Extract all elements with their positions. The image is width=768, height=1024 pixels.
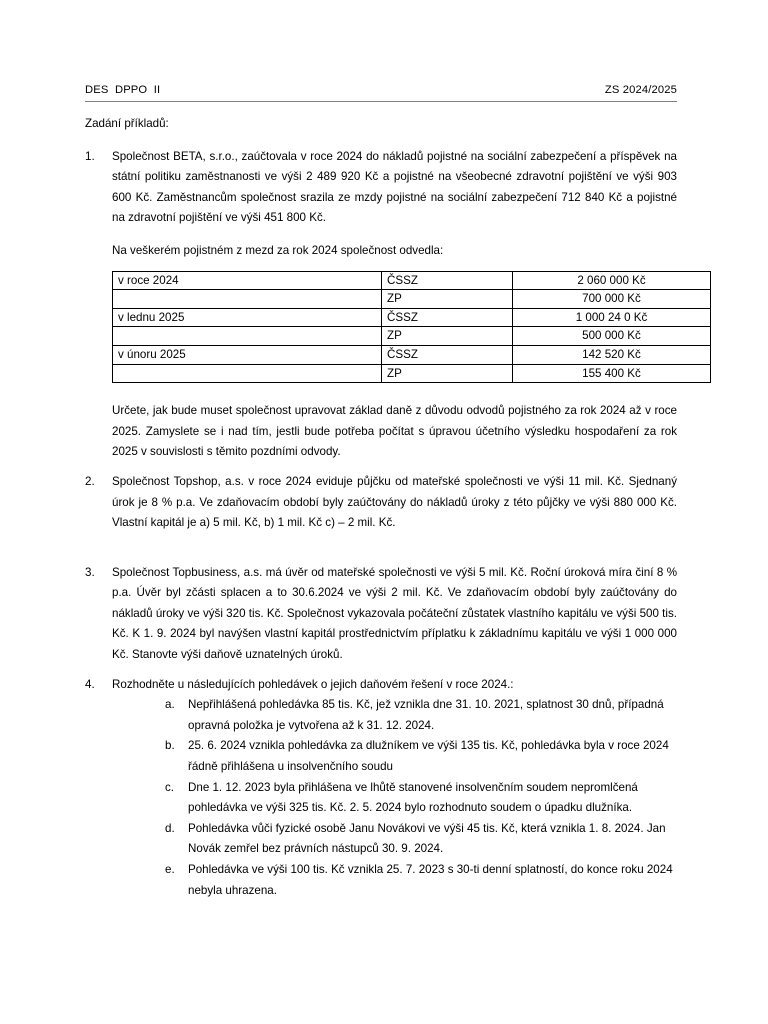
- cell-period: [113, 327, 382, 346]
- exercise-1-lead-in: Na veškerém pojistném z mezd za rok 2024 společnost odvedla:: [112, 243, 444, 257]
- document-header: [85, 84, 677, 102]
- cell-institution: ZP: [382, 290, 513, 309]
- subitem-text: Dne 1. 12. 2023 byla přihlášena ve lhůtě stanovené insolvenčním soudem nepromlčená pohledávka ve výši 325 tis. Kč. 2. 5. 2024 bylo rozhodnuto soudem o úpadku dlužníka.: [188, 780, 638, 815]
- cell-amount: 155 400 Kč: [513, 364, 711, 383]
- subitem-letter: d.: [165, 821, 175, 835]
- header-semester: ZS 2024/2025: [604, 84, 677, 96]
- cell-period: [113, 290, 382, 309]
- cell-period: [113, 364, 382, 383]
- exercise-4-subitems: [165, 695, 677, 901]
- cell-institution: ČSSZ: [382, 271, 513, 290]
- subitem-letter: c.: [165, 780, 175, 794]
- cell-amount: 2 060 000 Kč: [513, 271, 711, 290]
- cell-institution: ČSSZ: [382, 345, 513, 364]
- cell-period: v únoru 2025: [113, 345, 382, 364]
- cell-amount: 700 000 Kč: [513, 290, 711, 309]
- exercise-item-4: [85, 675, 677, 696]
- exercise-item-3: [85, 563, 677, 666]
- exercise-text: Společnost Topshop, a.s. v roce 2024 eviduje půjčku od mateřské společnosti ve výši 11 mil. Kč. Sjednaný úrok je 8 % p.a. Ve zdaňovacím období byly zaúčtovány do nákladů úroky z této půjčky ve výši 880 000 Kč. Vlastní kapitál je a) 5 mil. Kč, b) 1 mil. Kč c) – 2 mil. Kč.: [112, 474, 677, 530]
- table-row: [113, 271, 711, 290]
- cell-period: v roce 2024: [113, 271, 382, 290]
- assignment-intro: Zadání příkladů:: [85, 117, 169, 130]
- exercise-item-1: [85, 147, 677, 229]
- table-row: [113, 345, 711, 364]
- subitem-letter: b.: [165, 739, 175, 753]
- exercise-number: 2.: [85, 474, 95, 488]
- list-item: [165, 819, 677, 860]
- exercise-number: 3.: [85, 565, 95, 579]
- table-row: [113, 327, 711, 346]
- subitem-text: Nepřihlášená pohledávka 85 tis. Kč, jež vznikla dne 31. 10. 2021, splatnost 30 dnů, případná opravná položka je vytvořena až k 31. 12. 2024.: [188, 698, 664, 732]
- table-row: [113, 364, 711, 383]
- exercise-number: 4.: [85, 677, 95, 691]
- subitem-text: 25. 6. 2024 vznikla pohledávka za dlužníkem ve výši 135 tis. Kč, pohledávka byla v roce 2024 řádně přihlášena u insolvenčního soudu: [188, 739, 669, 774]
- odvody-table-wrapper: [112, 271, 677, 384]
- subitem-text: Pohledávka ve výši 100 tis. Kč vznikla 25. 7. 2023 s 30-ti denní splatností, do konce roku 2024 nebyla uhrazena.: [188, 863, 673, 897]
- exercise-text: Společnost BETA, s.r.o., zaúčtovala v roce 2024 do nákladů pojistné na sociální zabezpečení a příspěvek na státní politiku zaměstnanosti ve výši 2 489 920 Kč a pojistné na všeobecné zdravotní pojištění ve výši 903 600 Kč. Zaměstnancům společnost srazila ze mzdy pojistné na sociální zabezpečení 712 840 Kč a pojistné na zdravotní pojištění ve výši 451 800 Kč.: [112, 149, 677, 225]
- exercise-number: 1.: [85, 149, 95, 163]
- cell-period: v lednu 2025: [113, 308, 382, 327]
- subitem-text: Pohledávka vůči fyzické osobě Janu Novákovi ve výši 45 tis. Kč, která vznikla 1. 8. 2024. Jan Novák zemřel bez právních nástupců 30. 9. 2024.: [188, 821, 666, 856]
- exercise-item-2: [85, 472, 677, 534]
- list-item: [165, 778, 677, 819]
- cell-institution: ZP: [382, 327, 513, 346]
- subitem-letter: e.: [165, 863, 175, 876]
- table-row: [113, 290, 711, 309]
- cell-institution: ZP: [382, 364, 513, 383]
- odvody-table: [112, 271, 711, 384]
- cell-institution: ČSSZ: [382, 308, 513, 327]
- exercise-1-closing: Určete, jak bude muset společnost upravovat základ daně z důvodu odvodů pojistného za rok 2024 až v roce 2025. Zamyslete se i nad tím, jestli bude potřeba počítat s úpravou účetního výsledku hospodaření za rok 2025 v souvislosti s těmito pozdními odvody.: [112, 404, 677, 459]
- subitem-letter: a.: [165, 698, 175, 712]
- exercise-text: Společnost Topbusiness, a.s. má úvěr od mateřské společnosti ve výši 5 mil. Kč. Roční úroková míra činí 8 % p.a. Úvěr byl zčásti splacen a to 30.6.2024 ve výši 2 mil. Kč. Ve zdaňovacím období byly zaúčtovány do nákladů úroky ve výši 320 tis. Kč. Společnost vykazovala počáteční zůstatek vlastního kapitálu ve výši 500 tis. Kč. K 1. 9. 2024 byl navýšen vlastní kapitál prostřednictvím příplatku k základnímu kapitálu ve výši 1 000 000 Kč. Stanovte výši daňově uznatelných úroků.: [112, 565, 677, 662]
- list-item: [165, 860, 677, 901]
- cell-amount: 500 000 Kč: [513, 327, 711, 346]
- header-course-code: DES DPPO II: [85, 84, 161, 96]
- list-item: [165, 695, 677, 736]
- cell-amount: 142 520 Kč: [513, 345, 711, 364]
- cell-amount: 1 000 24 0 Kč: [513, 308, 711, 327]
- spacer: [85, 534, 677, 554]
- table-row: [113, 308, 711, 327]
- exercise-text: Rozhodněte u následujících pohledávek o jejich daňovém řešení v roce 2024.:: [112, 677, 514, 691]
- document-body: [85, 114, 677, 901]
- list-item: [165, 736, 677, 777]
